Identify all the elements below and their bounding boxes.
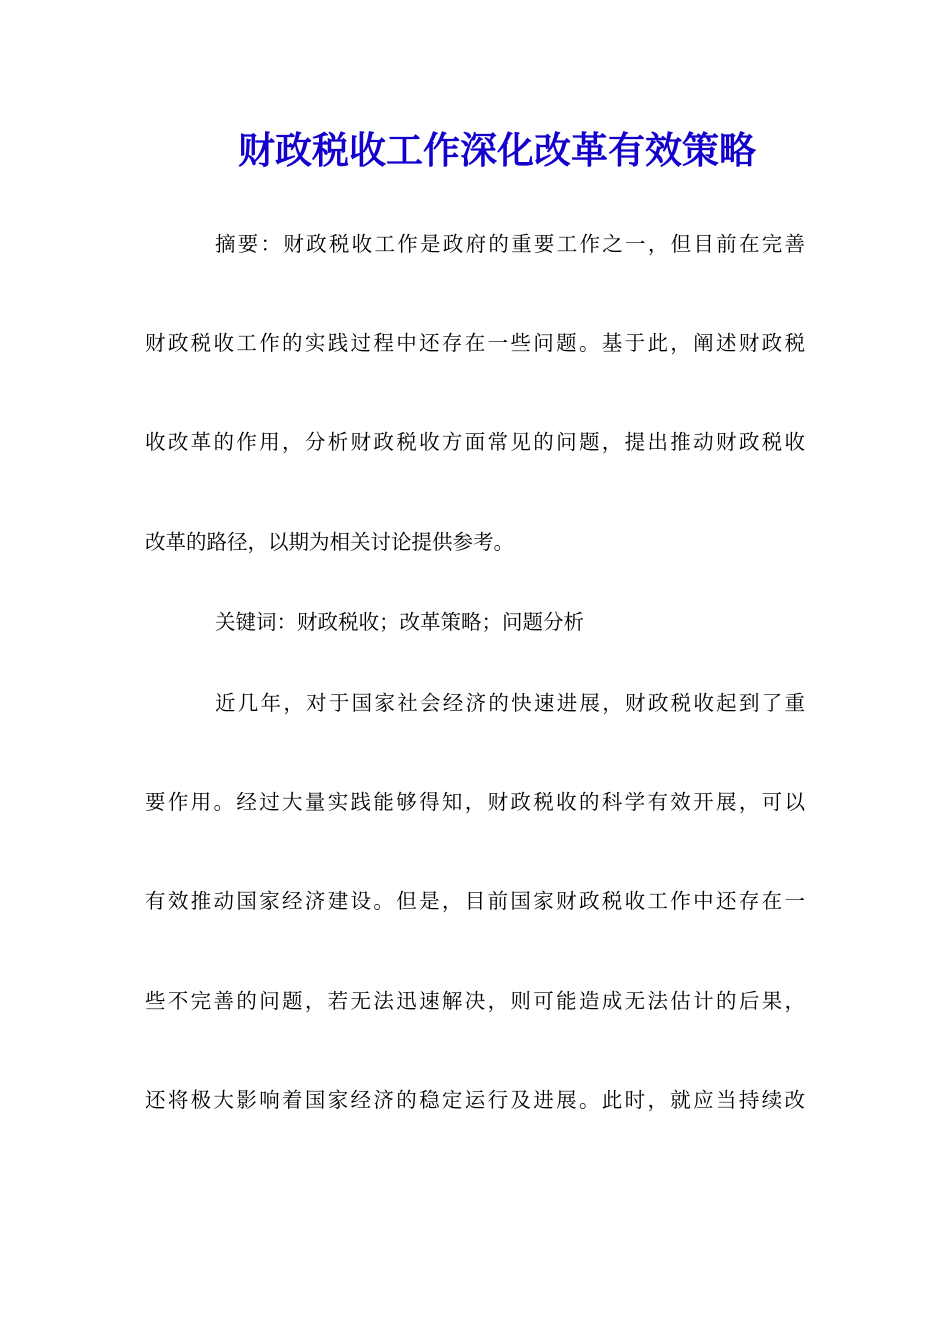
abstract-line-1: 摘要：财政税收工作是政府的重要工作之一，但目前在完善 (215, 232, 805, 256)
body-line-1: 近几年，对于国家社会经济的快速进展，财政税收起到了重 (215, 691, 805, 715)
body-line-3: 有效推动国家经济建设。但是，目前国家财政税收工作中还存在一 (145, 889, 805, 913)
abstract-line-3: 收改革的作用，分析财政税收方面常见的问题，提出推动财政税收 (145, 430, 805, 454)
keywords-line: 关键词：财政税收；改革策略；问题分析 (215, 610, 584, 634)
body-line-5: 还将极大影响着国家经济的稳定运行及进展。此时，就应当持续改 (145, 1088, 805, 1112)
abstract-line-2: 财政税收工作的实践过程中还存在一些问题。基于此，阐述财政税 (145, 331, 805, 355)
document-title: 财政税收工作深化改革有效策略 (238, 128, 756, 172)
abstract-line-4: 改革的路径，以期为相关讨论提供参考。 (145, 530, 514, 554)
body-line-4: 些不完善的问题，若无法迅速解决，则可能造成无法估计的后果， (145, 989, 805, 1013)
body-line-2: 要作用。经过大量实践能够得知，财政税收的科学有效开展，可以 (145, 790, 805, 814)
